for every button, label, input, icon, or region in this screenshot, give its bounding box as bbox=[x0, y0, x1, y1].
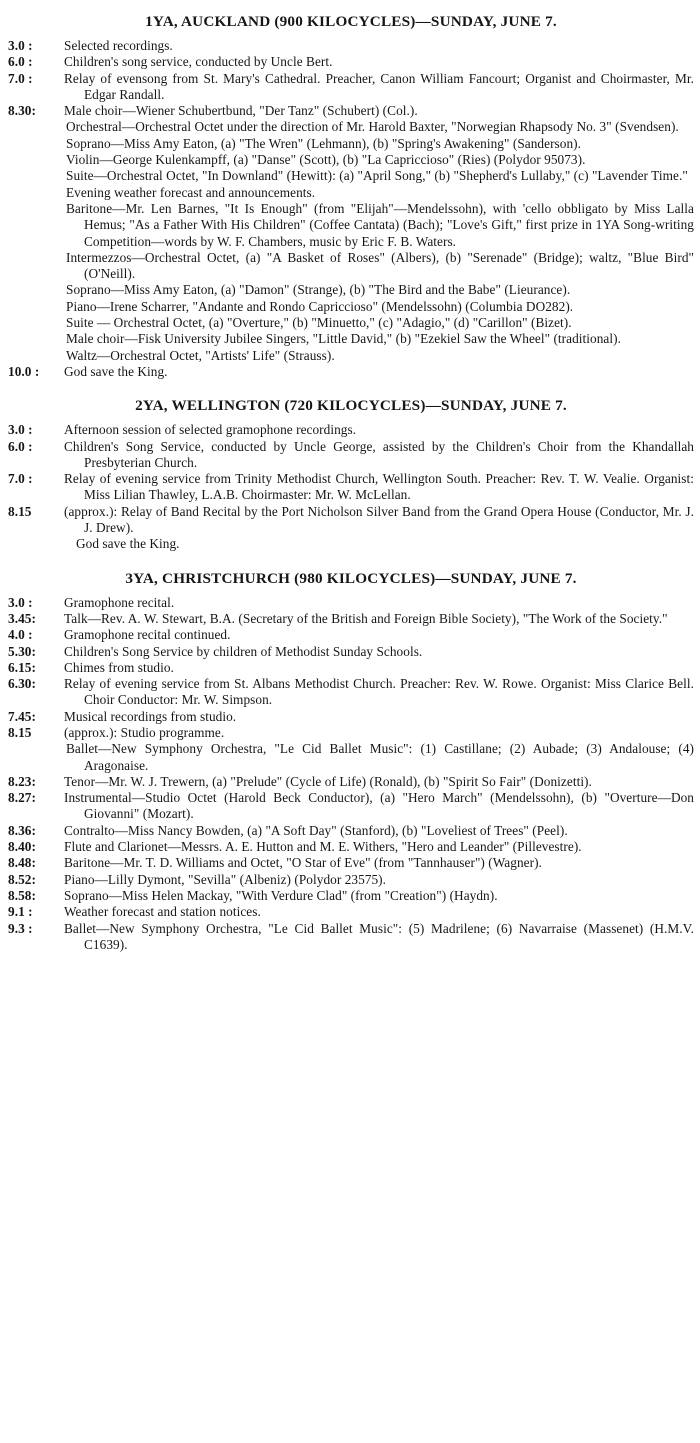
item-time: 7.0 : bbox=[8, 471, 33, 487]
item-time: 9.1 : bbox=[8, 904, 33, 920]
item-text: Soprano—Miss Helen Mackay, "With Verdure Clad" (from "Creation") (Haydn). bbox=[64, 887, 498, 903]
item-text: Relay of evensong from St. Mary's Cathedral. Preacher, Canon William Fancourt; Organist and Choirmaster, Mr. Edgar Randall. bbox=[64, 70, 694, 102]
programme-item bbox=[8, 774, 694, 790]
programme-subitem: Ballet—New Symphony Orchestra, "Le Cid Ballet Music": (1) Castillane; (2) Aubade; (3) Andalouse; (4) Aragonaise. bbox=[66, 741, 694, 773]
section-title: 2YA, WELLINGTON (720 KILOCYCLES)—SUNDAY, JUNE 7. bbox=[135, 397, 567, 415]
item-text: Children's Song Service, conducted by Uncle George, assisted by the Children's Choir from the Khandallah Presbyterian Church. bbox=[64, 438, 694, 470]
programme-item bbox=[8, 38, 694, 54]
item-time: 8.36: bbox=[8, 822, 36, 838]
programme-item bbox=[8, 54, 694, 70]
programme-subitem: Male choir—Fisk University Jubilee Singers, "Little David," (b) "Ezekiel Saw the Wheel" (traditional). bbox=[66, 331, 621, 347]
item-text: Afternoon session of selected gramophone recordings. bbox=[64, 422, 357, 438]
item-time: 8.23: bbox=[8, 773, 36, 789]
programme-subitem: Evening weather forecast and announcements. bbox=[66, 184, 316, 200]
programme-item bbox=[8, 790, 694, 823]
programme-item bbox=[8, 439, 694, 472]
item-text: Talk—Rev. A. W. Stewart, B.A. (Secretary of the British and Foreign Bible Society), "The Work of the Society." bbox=[64, 610, 668, 626]
programme-subitem: Violin—George Kulenkampff, (a) "Danse" (Scott), (b) "La Capriccioso" (Ries) (Polydor 95073). bbox=[66, 152, 586, 168]
item-text: Children's Song Service by children of Methodist Sunday Schools. bbox=[64, 643, 423, 659]
item-time: 3.0 : bbox=[8, 38, 33, 53]
item-time: 10.0 : bbox=[8, 363, 40, 379]
programme-subitem: Suite—Orchestral Octet, "In Downland" (Hewitt): (a) "April Song," (b) "Shepherd's Lullaby," (c) "Lavender Time." bbox=[66, 168, 688, 184]
item-text: Baritone—Mr. T. D. Williams and Octet, "O Star of Eve" (from "Tannhauser") (Wagner). bbox=[64, 855, 542, 871]
programme-item-closing bbox=[8, 364, 694, 380]
item-time: 8.15 bbox=[8, 724, 32, 740]
programme-item bbox=[8, 595, 694, 611]
item-text: Male choir—Wiener Schubertbund, "Der Tanz" (Schubert) (Col.). bbox=[64, 103, 418, 119]
item-time: 3.0 : bbox=[8, 594, 33, 610]
item-time: 5.30: bbox=[8, 643, 36, 659]
programme-subitem: Piano—Irene Scharrer, "Andante and Rondo Capriccioso" (Mendelssohn) (Columbia DO282). bbox=[66, 298, 574, 314]
programme-item bbox=[8, 904, 694, 920]
item-time: 8.15 bbox=[8, 503, 32, 519]
programme-item bbox=[8, 504, 694, 537]
programme-subitem: Intermezzos—Orchestral Octet, (a) "A Basket of Roses" (Albers), (b) "Serenade" (Bridge); waltz, "Blue Bird" (O'Neill). bbox=[66, 249, 694, 282]
item-time: 3.0 : bbox=[8, 422, 33, 438]
item-text: Chimes from studio. bbox=[64, 659, 174, 675]
item-time: 6.15: bbox=[8, 659, 36, 675]
item-text: God save the King. bbox=[64, 363, 168, 379]
item-time: 4.0 : bbox=[8, 627, 33, 643]
programme-subitem: Soprano—Miss Amy Eaton, (a) "The Wren" (Lehmann), (b) "Spring's Awakening" (Sanderson). bbox=[66, 135, 582, 151]
item-text: Selected recordings. bbox=[64, 38, 173, 53]
programme-subitem: Soprano—Miss Amy Eaton, (a) "Damon" (Strange), (b) "The Bird and the Babe" (Lieurance). bbox=[66, 282, 571, 298]
item-time: 6.0 : bbox=[8, 54, 33, 70]
item-text: Gramophone recital. bbox=[64, 594, 175, 610]
programme-item bbox=[8, 422, 694, 438]
item-time: 8.48: bbox=[8, 855, 36, 871]
station-section-1ya bbox=[8, 12, 694, 380]
programme-item bbox=[8, 823, 694, 839]
item-text: Relay of evening service from Trinity Methodist Church, Wellington South. Preacher: Rev. T. W. Vealie. Organist: Miss Lilian Thawley, L.A.B. Choirmaster: Mr. W. McLellan. bbox=[64, 471, 694, 503]
item-text: (approx.): Relay of Band Recital by the Port Nicholson Silver Band from the Grand Opera House (Conductor, Mr. J. J. Drew). bbox=[64, 503, 694, 536]
item-text: Relay of evening service from St. Albans Methodist Church. Preacher: Rev. W. Rowe. Organist: Miss Clarice Bell. Choir Conductor: Mr. W. Simpson. bbox=[64, 676, 694, 708]
programme-item bbox=[8, 71, 694, 104]
item-text: Weather forecast and station notices. bbox=[64, 904, 261, 920]
item-text: Tenor—Mr. W. J. Trewern, (a) "Prelude" (Cycle of Life) (Ronald), (b) "Spirit So Fair" (Donizetti). bbox=[64, 773, 592, 789]
programme-subitem: Waltz—Orchestral Octet, "Artists' Life" (Strauss). bbox=[66, 347, 335, 363]
programme-item bbox=[8, 660, 694, 676]
programme-item bbox=[8, 921, 694, 954]
item-text: Instrumental—Studio Octet (Harold Beck Conductor), (a) "Hero March" (Mendelssohn), (b) "Overture—Don Giovanni" (Mozart). bbox=[64, 790, 694, 822]
programme-item bbox=[8, 627, 694, 643]
item-time: 6.0 : bbox=[8, 438, 33, 454]
item-text: Flute and Clarionet—Messrs. A. E. Hutton and M. E. Withers, "Hero and Leander" (Pillevestre). bbox=[64, 839, 582, 855]
item-text: Children's song service, conducted by Uncle Bert. bbox=[64, 54, 333, 70]
item-text: Gramophone recital continued. bbox=[64, 627, 231, 643]
item-text: Contralto—Miss Nancy Bowden, (a) "A Soft Day" (Stanford), (b) "Loveliest of Trees" (Peel). bbox=[64, 822, 568, 838]
programme-item bbox=[8, 888, 694, 904]
programme-item bbox=[8, 839, 694, 855]
programme-item bbox=[8, 103, 694, 119]
item-time: 8.30: bbox=[8, 103, 36, 119]
item-time: 8.58: bbox=[8, 887, 36, 903]
item-time: 3.45: bbox=[8, 610, 36, 626]
item-text: Ballet—New Symphony Orchestra, "Le Cid Ballet Music": (5) Madrilene; (6) Navarraise (Massenet) (H.M.V. C1639). bbox=[64, 920, 694, 952]
item-time: 7.45: bbox=[8, 708, 36, 724]
item-text: Piano—Lilly Dymont, "Sevilla" (Albeniz) (Polydor 23575). bbox=[64, 871, 387, 887]
programme-item bbox=[8, 676, 694, 709]
item-time: 8.52: bbox=[8, 871, 36, 887]
item-time: 7.0 : bbox=[8, 70, 33, 86]
programme-subitem: Suite — Orchestral Octet, (a) "Overture," (b) "Minuetto," (c) "Adagio," (d) "Carillon" (Bizet). bbox=[66, 315, 572, 331]
item-time: 8.27: bbox=[8, 790, 36, 806]
programme-item bbox=[8, 725, 694, 741]
programme-item bbox=[8, 709, 694, 725]
item-text: (approx.): Studio programme. bbox=[64, 724, 225, 740]
station-section-2ya bbox=[8, 396, 694, 552]
item-text: Musical recordings from studio. bbox=[64, 708, 237, 724]
programme-subitem: Orchestral—Orchestral Octet under the direction of Mr. Harold Baxter, "Norwegian Rhapsody No. 3" (Svendsen). bbox=[66, 119, 679, 135]
section-title: 1YA, AUCKLAND (900 KILOCYCLES)—SUNDAY, JUNE 7. bbox=[145, 13, 557, 30]
programme-item bbox=[8, 611, 694, 627]
item-time: 9.3 : bbox=[8, 920, 33, 936]
item-time: 6.30: bbox=[8, 676, 36, 692]
programme-closing: God save the King. bbox=[76, 536, 180, 552]
programme-item bbox=[8, 855, 694, 871]
programme-subitem: Baritone—Mr. Len Barnes, "It Is Enough" (from "Elijah"—Mendelssohn), with 'cello obbligato by Miss Lalla Hemus; "As a Father With His Children" (Coffee Cantata) (Bach); "Love's Gift," first prize in 1YA Song-writing Competition—words by W. F. Chambers, music by Eric F. B. Waters. bbox=[66, 200, 694, 249]
station-section-3ya bbox=[8, 569, 694, 954]
programme-item bbox=[8, 644, 694, 660]
section-title: 3YA, CHRISTCHURCH (980 KILOCYCLES)—SUNDAY, JUNE 7. bbox=[125, 569, 577, 587]
item-time: 8.40: bbox=[8, 839, 36, 855]
programme-item bbox=[8, 872, 694, 888]
programme-item bbox=[8, 471, 694, 504]
